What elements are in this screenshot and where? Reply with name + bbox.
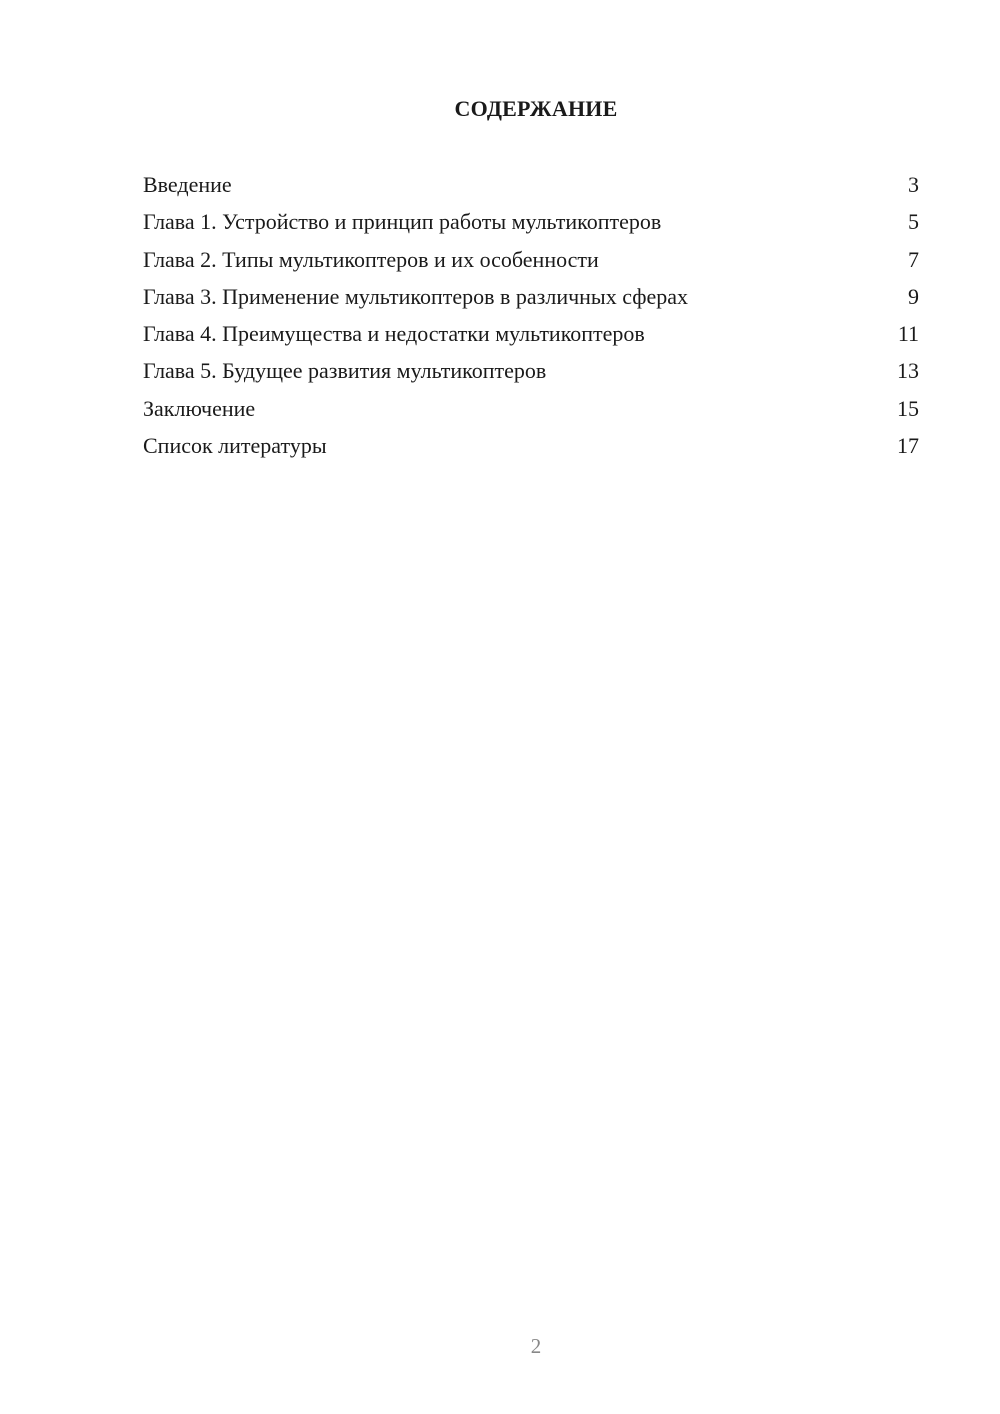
toc-entry-introduction[interactable] <box>143 170 919 207</box>
toc-entry-page: 5 <box>908 209 919 235</box>
toc-entry-chapter-5[interactable] <box>143 356 919 393</box>
toc-entry-title: Глава 2. Типы мультикоптеров и их особенности <box>143 246 599 272</box>
toc-entry-title: Список литературы <box>143 433 327 459</box>
toc-entry-title: Глава 3. Применение мультикоптеров в различных сферах <box>143 283 689 309</box>
toc-entry-page: 13 <box>897 358 919 384</box>
toc-entry-title: Глава 5. Будущее развития мультикоптеров <box>143 358 547 384</box>
toc-entry-page: 11 <box>897 321 919 347</box>
toc-entry-page: 17 <box>897 433 919 459</box>
toc-entry-chapter-2[interactable] <box>143 245 919 282</box>
toc-entry-references[interactable] <box>143 431 919 468</box>
toc-entry-chapter-1[interactable] <box>143 207 919 244</box>
toc-entry-page: 3 <box>908 172 919 197</box>
page-number: 2 <box>530 1334 542 1358</box>
toc-entry-title: Введение <box>143 172 232 197</box>
toc-entry-chapter-4[interactable] <box>143 319 919 356</box>
toc-entry-page: 15 <box>897 395 919 421</box>
toc-entry-title: Глава 4. Преимущества и недостатки мультикоптеров <box>143 321 645 347</box>
toc-entry-page: 9 <box>908 283 919 309</box>
toc-entry-page: 7 <box>908 246 919 272</box>
toc-entry-title: Заключение <box>143 395 256 421</box>
toc-entry-conclusion[interactable] <box>143 394 919 431</box>
toc-entry-title: Глава 1. Устройство и принцип работы мультикоптеров <box>143 209 662 235</box>
table-of-contents <box>143 170 919 468</box>
toc-heading: СОДЕРЖАНИЕ <box>454 96 618 121</box>
toc-entry-chapter-3[interactable] <box>143 282 919 319</box>
